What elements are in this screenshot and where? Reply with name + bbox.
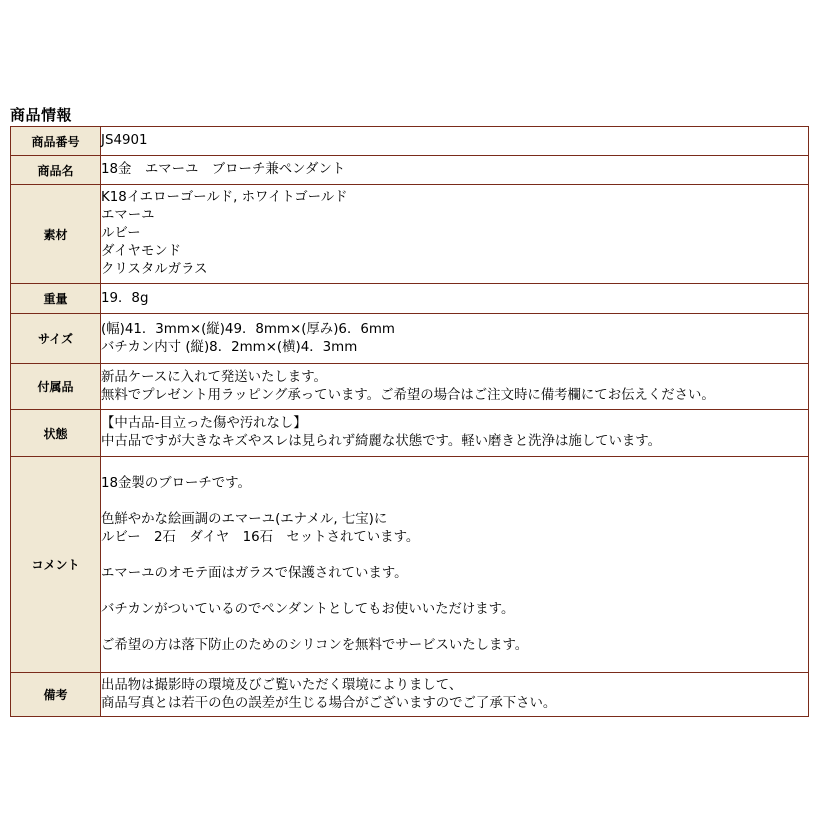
comment-value: [101, 457, 809, 673]
row-label-item-name: 商品名: [11, 156, 101, 185]
row-label-condition: 状態: [11, 410, 101, 457]
weight-value: 19．8g: [101, 284, 809, 314]
size-value: [101, 314, 809, 364]
row-label-material: 素材: [11, 185, 101, 284]
product-info-table: [10, 126, 809, 717]
table-row: [11, 185, 809, 284]
table-row: [11, 156, 809, 185]
size-line: (幅)41．3mm×(縦)49．8mm×(厚み)6．6mm: [101, 321, 395, 337]
comment-line: 18金製のブローチです。: [101, 475, 251, 491]
comment-line: 色鮮やかな絵画調のエマーユ(エナメル, 七宝)に: [101, 511, 388, 527]
material-line: K18イエローゴールド, ホワイトゴールド: [101, 190, 348, 205]
row-label-size: サイズ: [11, 314, 101, 364]
material-line: ダイヤモンド: [101, 244, 182, 259]
table-row: [11, 673, 809, 717]
table-row: [11, 410, 809, 457]
comment-line: ルビー 2石 ダイヤ 16石 セットされています。: [101, 529, 420, 545]
table-row: [11, 284, 809, 314]
comment-line: エマーユのオモテ面はガラスで保護されています。: [101, 565, 408, 581]
row-label-remarks: 備考: [11, 673, 101, 717]
section-title: 商品情報: [10, 106, 73, 124]
material-line: クリスタルガラス: [101, 262, 208, 277]
size-line: バチカン内寸 (縦)8．2mm×(横)4．3mm: [101, 339, 358, 355]
row-label-weight: 重量: [11, 284, 101, 314]
condition-line: 中古品ですが大きなキズやスレは見られず綺麗な状態です。軽い磨きと洗浄は施しています。: [101, 434, 661, 449]
item-name-value: 18金 エマーユ ブローチ兼ペンダント: [101, 156, 809, 185]
condition-line: 【中古品-目立った傷や汚れなし】: [101, 416, 307, 431]
row-label-comment: コメント: [11, 457, 101, 673]
table-row: [11, 127, 809, 156]
item-number-value: JS4901: [101, 127, 809, 156]
condition-value: [101, 410, 809, 457]
material-value: [101, 185, 809, 284]
row-label-item-number: 商品番号: [11, 127, 101, 156]
accessories-line: 無料でプレゼント用ラッピング承っています。ご希望の場合はご注文時に備考欄にてお伝えください。: [101, 387, 715, 403]
table-row: [11, 364, 809, 410]
comment-line: ご希望の方は落下防止のためのシリコンを無料でサービスいたします。: [101, 637, 529, 653]
table-row: [11, 457, 809, 673]
accessories-value: [101, 364, 809, 410]
material-line: エマーユ: [101, 208, 155, 223]
remarks-line: 商品写真とは若干の色の誤差が生じる場合がございますのでご了承下さい。: [101, 695, 557, 711]
material-line: ルビー: [101, 226, 141, 241]
remarks-line: 出品物は撮影時の環境及びご覧いただく環境によりまして、: [101, 677, 463, 693]
remarks-value: [101, 673, 809, 717]
accessories-line: 新品ケースに入れて発送いたします。: [101, 369, 327, 385]
table-row: [11, 314, 809, 364]
comment-line: バチカンがついているのでペンダントとしてもお使いいただけます。: [101, 601, 515, 617]
row-label-accessories: 付属品: [11, 364, 101, 410]
